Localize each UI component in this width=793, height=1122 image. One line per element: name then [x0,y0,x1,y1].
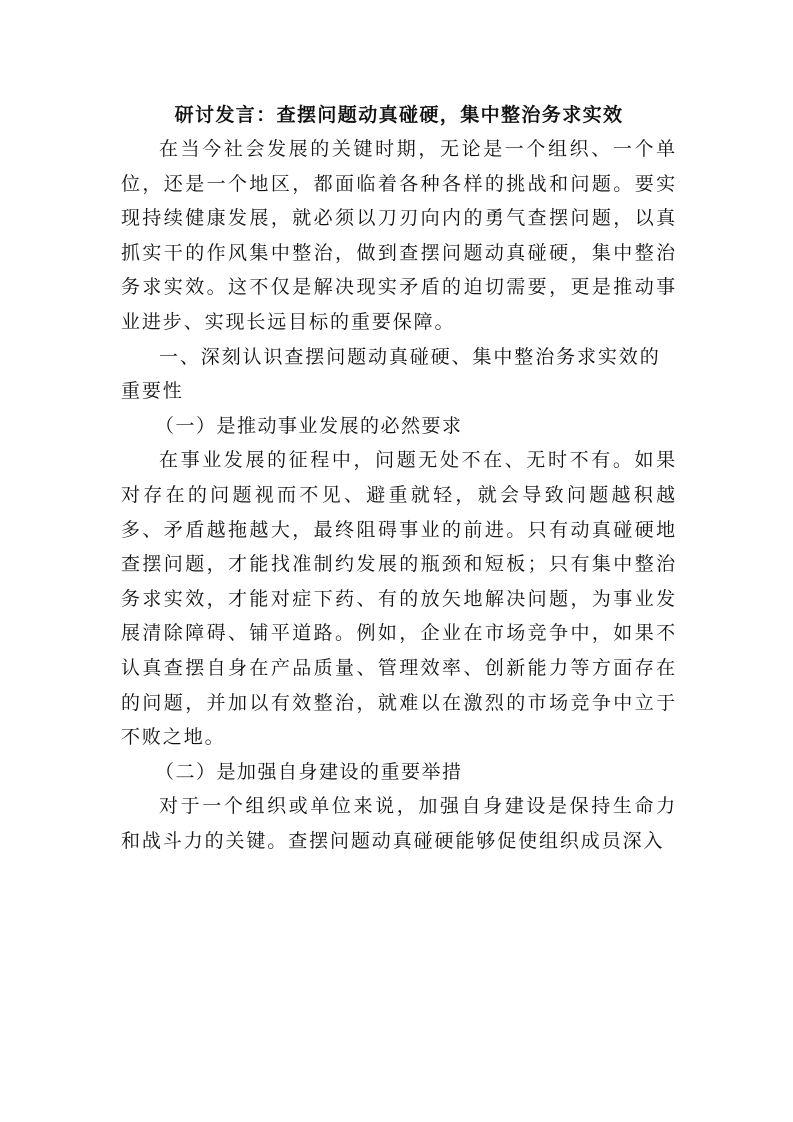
intro-paragraph: 在当今社会发展的关键时期，无论是一个组织、一个单位，还是一个地区，都面临着各种各样的挑战和问题。要实现持续健康发展，就必须以刀刃向内的勇气查摆问题，以真抓实干的作风集中整治，做到查摆问题动真碰硬，集中整治务求实效。这不仅是解决现实矛盾的迫切需要，更是推动事业进步、实现长远目标的重要保障。 [121,138,677,333]
subsection-2-paragraph: 对于一个组织或单位来说，加强自身建设是保持生命力和战斗力的关键。查摆问题动真碰硬能够促使组织成员深入 [121,795,677,852]
document-title: 研讨发言：查摆问题动真碰硬，集中整治务求实效 [174,104,624,126]
subsection-1-paragraph: 在事业发展的征程中，问题无处不在、无时不有。如果对存在的问题视而不见、避重就轻，就会导致问题越积越多、矛盾越拖越大，最终阻碍事业的前进。只有动真碰硬地查摆问题，才能找准制约发展的瓶颈和短板；只有集中整治务求实效，才能对症下药、有的放矢地解决问题，为事业发展清除障碍、铺平道路。例如，企业在市场竞争中，如果不认真查摆自身在产品质量、管理效率、创新能力等方面存在的问题，并加以有效整治，就难以在激烈的市场竞争中立于不败之地。 [121,449,677,749]
document-body [121,98,677,858]
subsection-heading-2: （二）是加强自身建设的重要举措 [155,760,463,783]
subsection-heading-1: （一）是推动事业发展的必然要求 [155,414,463,437]
section-heading-1: 一、深刻认识查摆问题动真碰硬、集中整治务求实效的重要性 [121,345,661,403]
